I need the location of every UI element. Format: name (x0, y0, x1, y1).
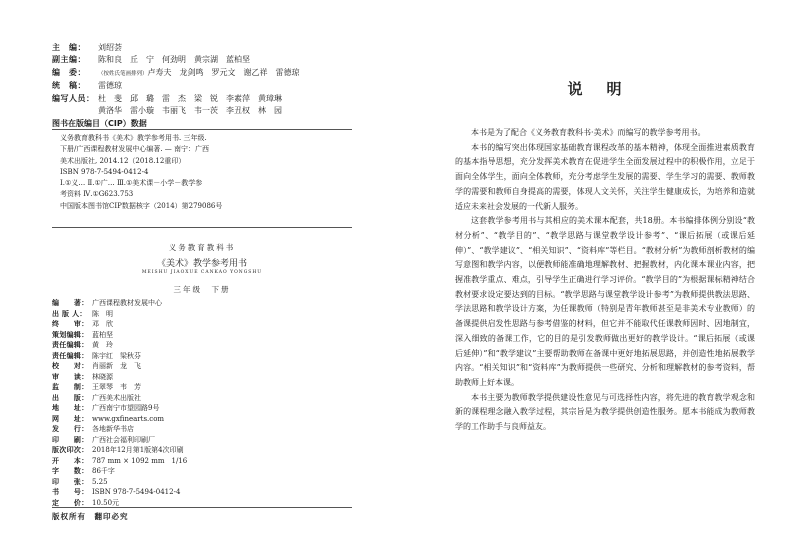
staff-row (52, 80, 352, 92)
rights-notice: 版权所有 翻印必究 (52, 512, 129, 521)
pub-row (52, 466, 352, 477)
pub-value: 林晓源 (92, 372, 113, 381)
pub-label: 字 数 ： (52, 466, 92, 477)
book-title: 《美术》教学参考用书 (156, 259, 247, 269)
series-title: 义务教育教科书 (168, 243, 236, 252)
editorial-staff (52, 42, 352, 117)
cip-line: 义务教育教科书《美术》教学参考用书. 三年级. (60, 134, 207, 142)
pub-label: 发 行 ： (52, 424, 92, 435)
pub-row (52, 351, 352, 362)
pub-value: 蓝柏坚 (92, 330, 113, 339)
pub-label: 出 版 ： (52, 393, 92, 404)
staff-row (52, 54, 352, 66)
preface-body (455, 126, 755, 435)
cip-line: 考资料 Ⅳ.①G623.753 (60, 190, 134, 199)
staff-row (52, 42, 352, 54)
publication-info (52, 298, 352, 508)
preface-paragraph: 本书的编写突出体现国家基础教育课程改革的基本精神，体现全面推进素质教育的基本指导思想，充分发挥美术教育在促进学生全面发展过程中的积极作用，立足于面向全体学生，面向全体教师，充分考虑学生发展的需要、学生学习的需要、教师教学的需要和教师自身提高的需要，体现人文关怀，关注学生健康成长，为培养和造就适应未来社会发展的一代新人服务。 (455, 142, 755, 211)
pub-value: 2018年12月第1版第4次印刷 (92, 446, 184, 454)
staff-row (52, 93, 352, 105)
pub-label: 责任编辑 ： (52, 340, 92, 351)
staff-names (98, 67, 352, 80)
pub-label: 版次印次 ： (52, 445, 92, 456)
pub-value: 86千字 (92, 467, 115, 475)
cip-line: ISBN 978-7-5494-0412-4 (60, 167, 149, 176)
cip-line: 下册/广西课程教材发展中心编著. — 南宁：广西 (60, 145, 210, 154)
pub-value: 5.25 (92, 477, 108, 486)
pub-value: 陈宇红 梁秋芬 (92, 351, 141, 360)
preface-paragraph: 这套教学参考用书与其相应的美术课本配套，共18册。本书编排体例分别设“教材分析”、“教学目的”、“教学思路与课堂教学设计参考”、“课后拓展（或课后延伸）”、“教学建议”、“相关知识”、“资料库”等栏目。“教材分析”为教师剖析教材的编写意图和教学内容，以便教师能准确地理解教材、把握教材，内化课本课业内容，把握准教学重点、难点，引导学生正确进行学习评价。“教学目的”为根据课标精神结合教材要求设定要达到的目标。“教学思路与课堂教学设计参考”为教师提供教法思路、学法思路和教学设计方案，为任课教师（特别是青年教师甚至是非美术专业教师）的备课提供启发性思路与参考借鉴的材料，但它并不能取代任课教师因时、因地制宜，深入细致的备课工作，它的目的是引发教师做出更好的教学设计。“课后拓展（或课后延伸）”和“教学建议”主要帮助教师在备课中更好地拓展思路，并创造性地拓展教学内容。“相关知识”和“资料库”为教师提供一些研究、分析和理解教材的参考资料，帮助教师上好本课。 (455, 216, 755, 387)
preface-paragraph: 本书主要为教师教学提供建设性意见与可选择性内容，将先进的教育教学观念和新的课程理念融入教学过程，其宗旨是为教学提供创造性服务。愿本书能成为教师教学的工作助手与良师益友。 (455, 392, 755, 432)
pub-row (52, 382, 352, 393)
pub-value: 邓 欣 (92, 320, 113, 328)
pub-row (52, 456, 352, 467)
pub-label: 审 读 ： (52, 372, 92, 383)
pub-value: 肖丽新 龙 飞 (92, 362, 141, 370)
pub-row (52, 319, 352, 330)
staff-names: 雷德琼 (98, 81, 122, 91)
pub-row (52, 393, 352, 404)
staff-names: 刘绍荟 (98, 43, 122, 52)
book-grade: 三年级 下册 (173, 285, 231, 294)
pub-row (52, 309, 352, 320)
pub-row (52, 372, 352, 383)
pub-label: 出 版 人 ： (52, 309, 92, 320)
pub-row (52, 403, 352, 414)
pub-label: 网 址 ： (52, 414, 92, 425)
pub-row (52, 477, 352, 488)
divider (52, 507, 352, 508)
pub-row (52, 340, 352, 351)
preface-title-char: 明 (606, 80, 624, 98)
pub-value: 广西南宁市望园路9号 (92, 404, 160, 412)
cip-line: 美术出版社, 2014.12（2018.12重印） (60, 156, 186, 165)
pub-label: 编 著 ： (52, 298, 92, 309)
pub-label: 印 刷 ： (52, 435, 92, 446)
divider (52, 227, 352, 228)
staff-note: （按姓氏笔画排列） (98, 70, 148, 77)
staff-names-text: 卢寿夫 龙剑鸣 罗元文 谢乙祥 雷德琼 (147, 67, 300, 77)
pub-value: 10.50元 (92, 498, 120, 507)
staff-names: 杜 斐 邱 璐 雷 杰 梁 锐 李素萍 黄璋琳 (98, 93, 282, 103)
staff-role: 编写人员 ： (52, 93, 98, 105)
staff-names: 黄洛华 雷小璇 韦丽飞 韦一茨 李丑权 林 园 (98, 106, 282, 116)
preface-page (397, 0, 794, 558)
staff-role: 编 委 ： (52, 67, 98, 80)
staff-role: 主 编 ： (52, 42, 98, 54)
staff-names: 陈和良 丘 宁 何劲明 黄宗湖 蓝柏坚 (98, 55, 250, 65)
pub-label: 终 审 ： (52, 319, 92, 330)
staff-role: 副主编 ： (52, 54, 98, 66)
pub-row (52, 487, 352, 498)
cip-title: 图书在版编目（CIP）数据 (52, 119, 147, 128)
pub-label: 地 址 ： (52, 403, 92, 414)
pub-row (52, 330, 352, 341)
cip-line: Ⅰ.①义… Ⅱ.①广… Ⅲ.①美术课－小学－教学参 (60, 179, 203, 188)
pub-row (52, 361, 352, 372)
pub-value: 广西社会福利印刷厂 (92, 435, 155, 444)
preface-title-char: 说 (567, 80, 585, 98)
cip-data (60, 133, 350, 212)
pub-label: 责任编辑 ： (52, 351, 92, 362)
pub-row (52, 435, 352, 446)
pub-label: 监 制 ： (52, 382, 92, 393)
pub-row (52, 298, 352, 309)
pub-label: 书 号 ： (52, 487, 92, 498)
preface-paragraph: 本书是为了配合《义务教育教科书·美术》而编写的教学参考用书。 (471, 128, 706, 137)
pub-row (52, 424, 352, 435)
pub-value: 王翠琴 韦 芳 (92, 383, 141, 391)
pub-label: 开 本 ： (52, 456, 92, 467)
pub-value: 787 mm × 1092 mm 1/16 (92, 456, 188, 465)
pub-value: 黄 玲 (92, 341, 113, 349)
pub-row (52, 414, 352, 425)
divider (52, 129, 352, 130)
pub-row (52, 445, 352, 456)
pub-label: 策划编辑 ： (52, 330, 92, 341)
pub-value: 各地新华书店 (92, 425, 134, 433)
pub-value: 陈 明 (92, 309, 113, 318)
book-pinyin: MEISHU JIAOXUE CANKAO YONGSHU (141, 270, 263, 275)
pub-label: 定 价 ： (52, 498, 92, 509)
pub-label: 印 张 ： (52, 477, 92, 488)
pub-value: www.gxfinearts.com (92, 414, 165, 423)
preface-title (397, 78, 794, 99)
staff-role: 统 稿 ： (52, 80, 98, 92)
pub-value: 广西美术出版社 (92, 393, 141, 402)
cip-line: 中国版本图书馆CIP数据核字（2014）第279086号 (60, 201, 223, 210)
staff-row (52, 67, 352, 80)
pub-label: 校 对 ： (52, 361, 92, 372)
staff-row (52, 105, 352, 117)
pub-value: ISBN 978-7-5494-0412-4 (92, 488, 181, 496)
pub-value: 广西课程教材发展中心 (92, 299, 162, 307)
